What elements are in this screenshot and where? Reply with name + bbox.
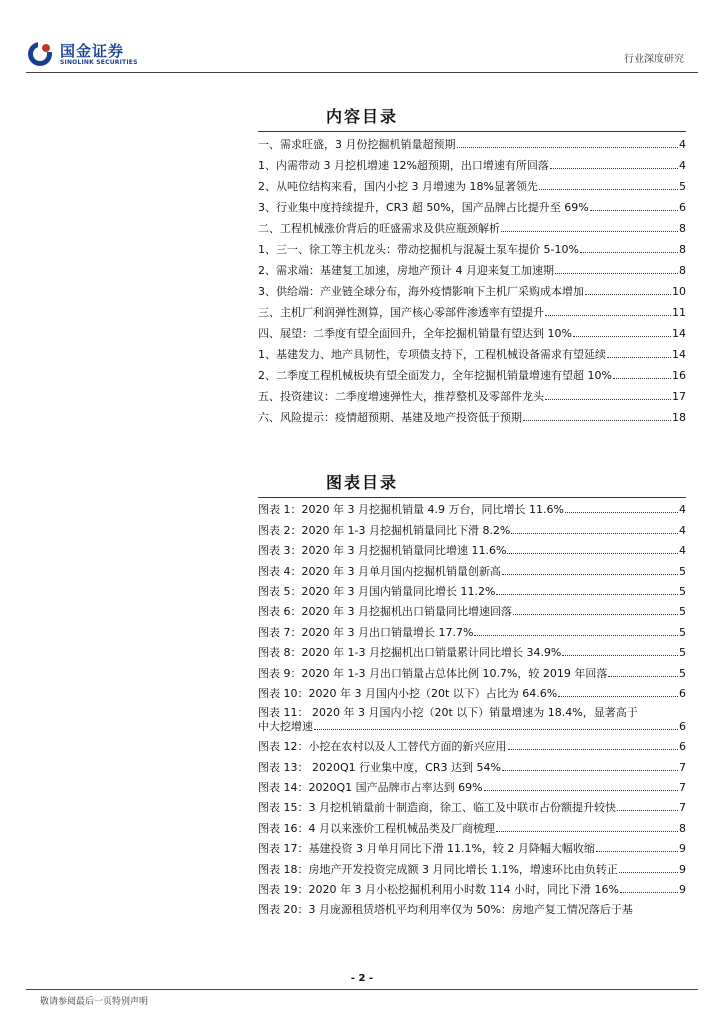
figures-title: 图表目录 (325, 473, 398, 492)
toc-entry[interactable] (258, 130, 686, 151)
figure-entry-page: 5 (679, 625, 686, 639)
dot-leader (507, 552, 678, 554)
toc-entry-text: 2、二季度工程机械板块有望全面发力，全年挖掘机销量增速有望超 10% (258, 369, 612, 382)
figure-entry[interactable] (258, 578, 686, 598)
figure-entry[interactable] (258, 753, 686, 773)
figure-entry[interactable] (258, 618, 686, 638)
figure-entry-text: 图表 2：2020 年 1-3 月挖掘机销量同比下滑 8.2% (258, 523, 511, 537)
toc-entry-text: 二、工程机械涨价背后的旺盛需求及供应瓶颈解析 (258, 222, 500, 235)
figure-entry-page: 9 (679, 842, 686, 856)
toc-entry[interactable] (258, 361, 686, 382)
dot-leader (539, 188, 678, 190)
figure-entry[interactable] (258, 598, 686, 618)
dot-leader (545, 314, 671, 316)
toc-entry-text: 2、从吨位结构来看，国内小挖 3 月增速为 18%显著领先 (258, 180, 538, 193)
dot-leader (496, 830, 678, 832)
figure-entry-page: 5 (679, 584, 686, 598)
figure-entry[interactable] (258, 516, 686, 536)
figure-entry-page: 9 (679, 862, 686, 876)
figure-entry-page: 7 (679, 760, 686, 774)
toc-entry[interactable] (258, 172, 686, 193)
figure-entry[interactable] (258, 835, 686, 855)
dot-leader (545, 398, 671, 400)
figure-entry-page: 5 (679, 646, 686, 660)
figure-entry-text: 图表 10：2020 年 3 月国内小挖（20t 以下）占比为 64.6% (258, 686, 558, 700)
figure-entry-text: 图表 12：小挖在农村以及人工替代方面的新兴应用 (258, 740, 507, 754)
dot-leader (484, 789, 678, 791)
figure-entry-text: 图表 1：2020 年 3 月挖掘机销量 4.9 万台，同比增长 11.6% (258, 503, 564, 517)
dot-leader (550, 167, 678, 169)
toc-entry-text: 五、投资建议：二季度增速弹性大，推荐整机及零部件龙头 (258, 390, 544, 403)
page-header (0, 0, 724, 80)
toc-entry-text: 3、供给端：产业链全球分布，海外疫情影响下主机厂采购成本增加 (258, 285, 584, 298)
toc-entry[interactable] (258, 277, 686, 298)
dot-leader (573, 335, 671, 337)
figure-entry[interactable] (258, 680, 686, 700)
figure-entry[interactable] (258, 733, 686, 753)
toc-entry-text: 四、展望：二季度有望全面回升，全年挖掘机销量有望达到 10% (258, 327, 572, 340)
toc-entry[interactable] (258, 340, 686, 361)
toc-entry[interactable] (258, 193, 686, 214)
footer-divider (26, 989, 698, 990)
figure-entry[interactable] (258, 700, 686, 733)
toc-entry-page: 5 (679, 180, 686, 193)
figure-entry[interactable] (258, 659, 686, 679)
logo-english-name: SINOLINK SECURITIES (60, 59, 138, 66)
figure-entry[interactable] (258, 496, 686, 516)
toc-entry-page: 4 (679, 159, 686, 172)
figure-entry[interactable] (258, 876, 686, 896)
figure-entry-page: 4 (679, 544, 686, 558)
toc-entry-page: 8 (679, 243, 686, 256)
figure-entry-text: 图表 15：3 月挖机销量前十制造商，徐工、临工及中联市占份额提升较快 (258, 801, 616, 815)
toc-entry[interactable] (258, 256, 686, 277)
logo-chinese-name: 国金证券 (60, 42, 125, 60)
toc-entry-text: 1、三一、徐工等主机龙头：带动挖掘机与混凝土泵车提价 5-10% (258, 243, 579, 256)
dot-leader (607, 356, 671, 358)
figure-entry[interactable] (258, 855, 686, 875)
figure-entry[interactable] (258, 774, 686, 794)
figure-entry-page: 5 (679, 605, 686, 619)
dot-leader (585, 293, 671, 295)
figure-entry-text: 图表 17：基建投资 3 月单月同比下滑 11.1%，较 2 月降幅大幅收缩 (258, 842, 595, 856)
figure-entry-text: 图表 18：房地产开发投资完成额 3 月同比增长 1.1%，增速环比由负转正 (258, 862, 618, 876)
dot-leader (613, 377, 671, 379)
figure-entry-text: 图表 19：2020 年 3 月小松挖掘机利用小时数 114 小时，同比下滑 16% (258, 883, 619, 897)
toc-entry-page: 17 (672, 390, 686, 403)
dot-leader (580, 251, 678, 253)
toc-entry-page: 10 (672, 285, 686, 298)
toc-entry[interactable] (258, 319, 686, 340)
dot-leader (620, 891, 678, 893)
dot-leader (608, 675, 678, 677)
page-number: - 2 - (350, 973, 374, 984)
company-logo (26, 40, 136, 70)
contents-list (258, 130, 686, 424)
figure-entry-page: 4 (679, 503, 686, 517)
figure-entry-page: 8 (679, 821, 686, 835)
dot-leader (596, 850, 678, 852)
dot-leader (619, 871, 678, 873)
toc-entry-text: 1、基建发力、地产具韧性，专项债支持下，工程机械设备需求有望延续 (258, 348, 606, 361)
toc-entry[interactable] (258, 298, 686, 319)
figure-entry-text: 图表 11： 2020 年 3 月国内小挖（20t 以下）销量增速为 18.4%，显著高于 (258, 705, 638, 719)
figure-entry-page: 5 (679, 564, 686, 578)
dot-leader (501, 230, 678, 232)
figure-entry-page: 9 (679, 883, 686, 897)
figure-entry-page: 4 (679, 523, 686, 537)
figure-entry-text: 图表 13： 2020Q1 行业集中度，CR3 达到 54% (258, 760, 501, 774)
toc-entry-page: 4 (679, 138, 686, 151)
dot-leader (558, 695, 678, 697)
toc-entry[interactable] (258, 403, 686, 424)
dot-leader (617, 809, 678, 811)
dot-leader (565, 511, 678, 513)
toc-entry-text: 三、主机厂利润弹性测算，国产核心零部件渗透率有望提升 (258, 306, 544, 319)
document-type: 行业深度研究 (624, 54, 684, 65)
toc-entry-page: 8 (679, 264, 686, 277)
figure-entry-page: 6 (679, 686, 686, 700)
figure-entry-text: 图表 14：2020Q1 国产品牌市占率达到 69% (258, 781, 483, 795)
toc-entry-text: 六、风险提示：疫情超预期、基建及地产投资低于预期 (258, 411, 522, 424)
dot-leader (590, 209, 678, 211)
dot-leader (502, 573, 678, 575)
figure-entry-text: 图表 4：2020 年 3 月单月国内挖掘机销量创新高 (258, 564, 501, 578)
toc-entry[interactable] (258, 235, 686, 256)
figure-entry-text: 图表 5：2020 年 3 月国内销量同比增长 11.2% (258, 584, 496, 598)
figure-entry-page: 7 (679, 801, 686, 815)
dot-leader (555, 272, 678, 274)
figure-entry-page: 7 (679, 781, 686, 795)
figures-list (258, 496, 686, 916)
header-divider (26, 72, 698, 73)
figure-entry-page: 5 (679, 666, 686, 680)
toc-entry-text: 一、需求旺盛，3 月份挖掘机销量超预期 (258, 138, 456, 151)
toc-entry-page: 14 (672, 348, 686, 361)
figure-entry-page: 6 (679, 719, 686, 733)
figure-entry-text: 图表 16：4 月以来涨价工程机械品类及厂商梳理 (258, 821, 495, 835)
toc-entry-page: 11 (672, 306, 686, 319)
toc-entry-page: 18 (672, 411, 686, 424)
figure-entry[interactable] (258, 794, 686, 814)
dot-leader (513, 613, 678, 615)
figure-entry[interactable] (258, 639, 686, 659)
figure-entry-text: 图表 7：2020 年 3 月出口销量增长 17.7% (258, 625, 474, 639)
dot-leader (474, 634, 678, 636)
figure-entry[interactable] (258, 537, 686, 557)
dot-leader (523, 419, 671, 421)
dot-leader (457, 146, 679, 148)
toc-entry[interactable] (258, 151, 686, 172)
figure-entry-text: 图表 8：2020 年 1-3 月挖掘机出口销量累计同比增长 34.9% (258, 646, 562, 660)
toc-entry-page: 14 (672, 327, 686, 340)
figure-entry[interactable] (258, 896, 686, 916)
dot-leader (496, 593, 678, 595)
figure-entry-page: 6 (679, 740, 686, 754)
toc-entry-page: 6 (679, 201, 686, 214)
toc-entry-text: 2、需求端：基建复工加速，房地产预计 4 月迎来复工加速期 (258, 264, 554, 277)
figure-entry-text: 图表 6：2020 年 3 月挖掘机出口销量同比增速回落 (258, 605, 512, 619)
toc-entry-page: 8 (679, 222, 686, 235)
figure-entry[interactable] (258, 557, 686, 577)
dot-leader (314, 728, 678, 730)
disclaimer-note: 敬请参阅最后一页特别声明 (40, 997, 149, 1007)
dot-leader (511, 532, 678, 534)
toc-entry-text: 1、内需带动 3 月挖机增速 12%超预期，出口增速有所回落 (258, 159, 549, 172)
logo-mark-icon (26, 40, 54, 68)
contents-title: 内容目录 (325, 107, 398, 126)
dot-leader (502, 769, 678, 771)
toc-entry-page: 16 (672, 369, 686, 382)
dot-leader (562, 654, 678, 656)
dot-leader (508, 748, 679, 750)
toc-entry[interactable] (258, 382, 686, 403)
figure-entry-text: 图表 3：2020 年 3 月挖掘机销量同比增速 11.6% (258, 544, 507, 558)
figure-entry-text: 图表 20：3 月庞源租赁塔机平均利用率仅为 50%：房地产复工情况落后于基 (258, 903, 633, 917)
toc-entry[interactable] (258, 214, 686, 235)
toc-entry-text: 3、行业集中度持续提升，CR3 超 50%，国产品牌占比提升至 69% (258, 201, 589, 214)
figure-entry[interactable] (258, 814, 686, 834)
figure-entry-text-continued: 中大挖增速 (258, 719, 313, 733)
figure-entry-text: 图表 9：2020 年 1-3 月出口销量占总体比例 10.7%，较 2019 年回落 (258, 666, 608, 680)
